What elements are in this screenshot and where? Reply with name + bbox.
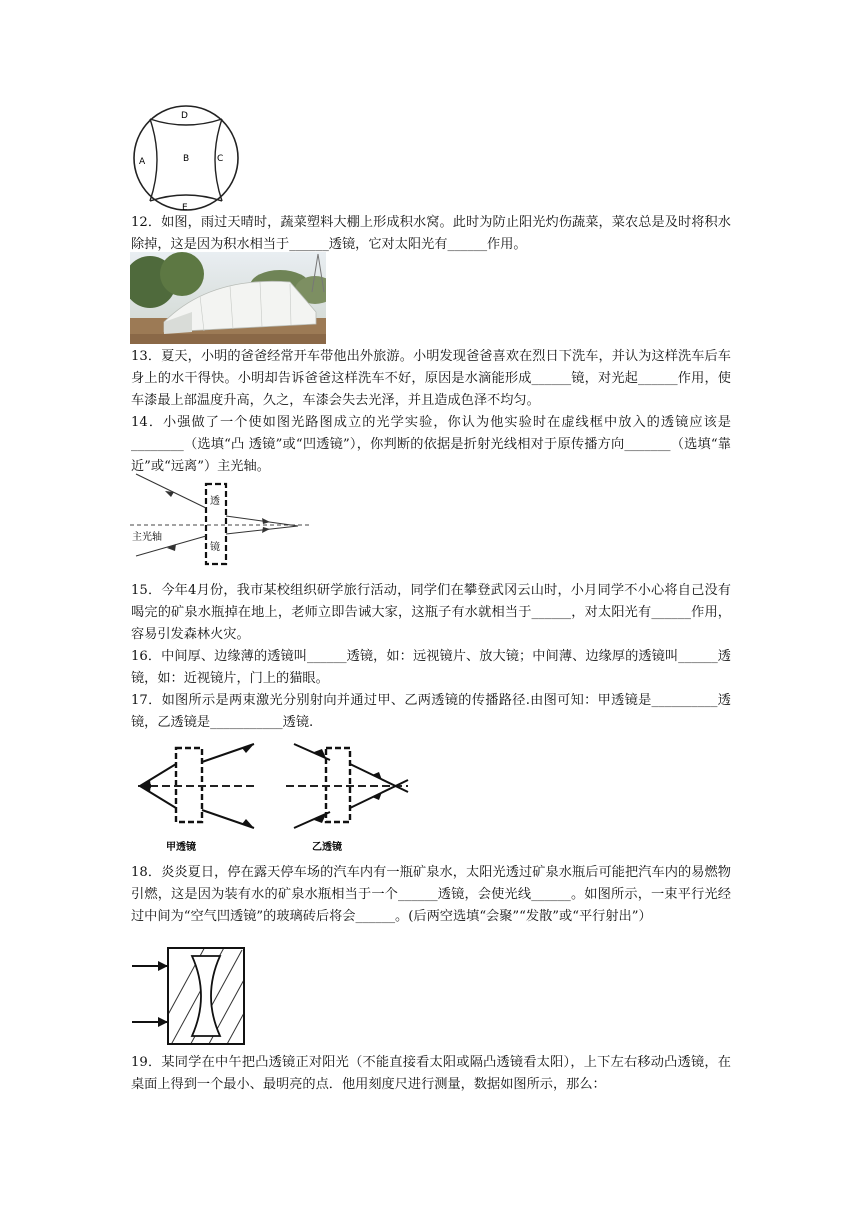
region-label-c: C: [217, 154, 224, 164]
lens-char-1: 透: [210, 496, 220, 507]
question-15: 15．今年4月份，我市某校组织研学旅行活动，同学们在攀登武冈云山时，小月同学不小心将自己没有喝完的矿泉水瓶掉在地上，老师立即告诫大家，这瓶子有水就相当于______，对太阳光有______作用，容易引发森林火灾。: [131, 583, 731, 642]
region-label-b: B: [183, 154, 190, 164]
question-12: 12．如图，雨过天晴时，蔬菜塑料大棚上形成积水窝。此时为防止阳光灼伤蔬菜，菜农总是及时将积水除掉，这是因为积水相当于______透镜，它对太阳光有______作用。: [131, 215, 731, 252]
region-label-a: A: [139, 157, 146, 167]
question-14: 14．小强做了一个使如图光路图成立的光学实验，你认为他实验时在虚线框中放入的透镜应该是________（选填“凸 透镜”或“凹透镜”），你判断的依据是折射光线相对于原传播方向_______（选填“靠近”或“远离”）主光轴。: [131, 415, 731, 474]
question-18: 18．炎炎夏日，停在露天停车场的汽车内有一瓶矿泉水，太阳光透过矿泉水瓶后可能把汽车内的易燃物引燃，这是因为装有水的矿泉水瓶相当于一个______透镜，会使光线______。如图所示，一束平行光经过中间为“空气凹透镜”的玻璃砖后将会______。(后两空选填“会聚”“发散”或“平行射出”）: [131, 865, 731, 924]
question-16: 16．中间厚、边缘薄的透镜叫______透镜，如：远视镜片、放大镜；中间薄、边缘厚的透镜叫______透镜，如：近视镜片，门上的猫眼。: [131, 649, 731, 686]
greenhouse-photo: [130, 252, 326, 344]
region-label-d: D: [181, 111, 188, 121]
question-19: 19．某同学在中午把凸透镜正对阳光（不能直接看太阳或隔凸透镜看太阳），上下左右移动凸透镜，在桌面上得到一个最小、最明亮的点．他用刻度尺进行测量，数据如图所示，那么：: [131, 1055, 731, 1092]
principal-axis-label: 主光轴: [132, 532, 162, 543]
two-lenses-figure: [136, 736, 426, 858]
optical-path-figure: [130, 468, 320, 568]
lens-char-2: 镜: [210, 542, 220, 553]
glass-brick-figure: [132, 944, 248, 1048]
lens-caption-yi: 乙透镜: [312, 842, 342, 853]
lens-regions-figure: [130, 104, 242, 212]
lens-caption-jia: 甲透镜: [166, 842, 196, 853]
region-label-e: E: [182, 203, 188, 212]
question-17: 17．如图所示是两束激光分别射向并通过甲、乙两透镜的传播路径.由图可知：甲透镜是__________透镜，乙透镜是___________透镜.: [131, 693, 731, 730]
question-13: 13．夏天，小明的爸爸经常开车带他出外旅游。小明发现爸爸喜欢在烈日下洗车，并认为这样洗车后车身上的水干得快。小明却告诉爸爸这样洗车不好，原因是水滴能形成______镜，对光起______作用，使车漆最上部温度升高，久之，车漆会失去光泽，并且造成色泽不均匀。: [131, 349, 731, 408]
